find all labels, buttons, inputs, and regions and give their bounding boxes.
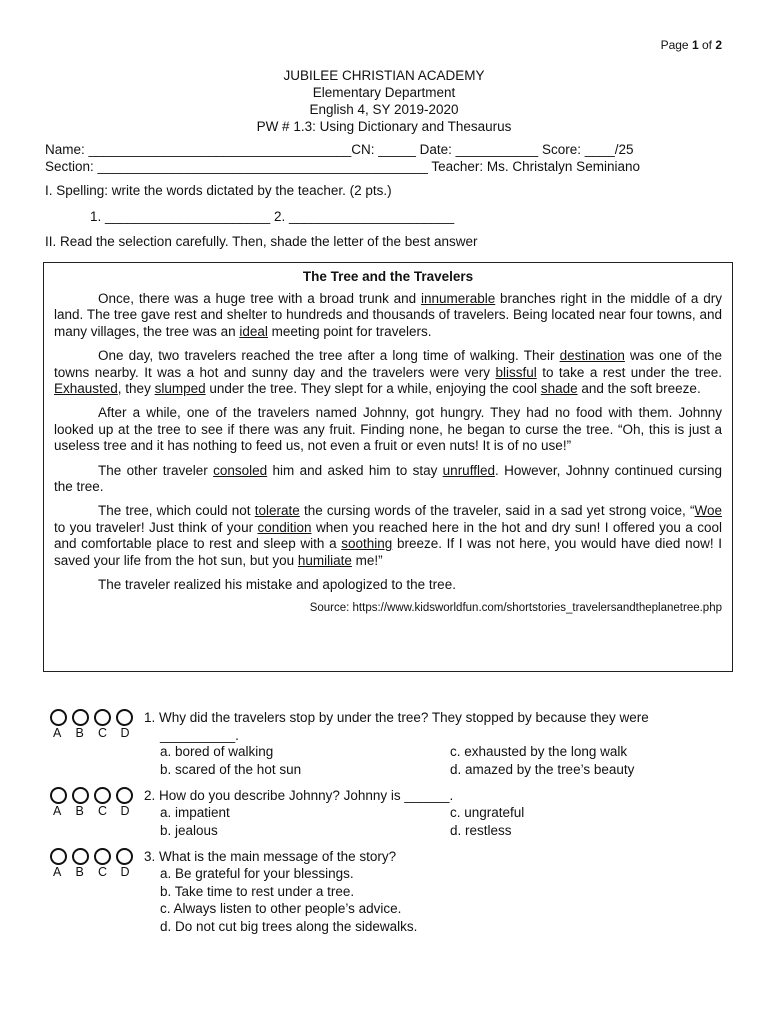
choice-c: c. Always listen to other people’s advice. bbox=[160, 901, 402, 916]
letter-a: A bbox=[53, 865, 62, 879]
choices-left bbox=[160, 804, 230, 839]
bubble-d[interactable] bbox=[116, 848, 133, 865]
choice-d: d. restless bbox=[450, 822, 512, 838]
letter-c: C bbox=[98, 804, 108, 818]
bubble-b[interactable] bbox=[72, 709, 89, 726]
department-name: Elementary Department bbox=[312, 85, 456, 100]
school-name: JUBILEE CHRISTIAN ACADEMY bbox=[283, 68, 485, 83]
choices-right bbox=[450, 804, 524, 839]
story-box bbox=[43, 262, 733, 672]
letter-b: B bbox=[75, 726, 84, 740]
story-paragraph-4: The other traveler consoled him and asked him to stay unruffled. However, Johnny continued cursing the tree. bbox=[54, 462, 722, 495]
bubble-c[interactable] bbox=[94, 709, 111, 726]
document-header bbox=[0, 67, 768, 135]
bubble-b[interactable] bbox=[72, 848, 89, 865]
choices-left bbox=[160, 743, 301, 778]
story-paragraph-1: Once, there was a huge tree with a broad trunk and innumerable branches right in the middle of a dry land. The tree gave rest and shelter to hundreds and thousands of travelers. Being located near four towns, and many villages, the tree was an ideal meeting point for travelers. bbox=[54, 291, 722, 339]
answer-bubbles bbox=[50, 787, 140, 818]
question-text: 2. How do you describe Johnny? Johnny is ______. bbox=[144, 788, 454, 803]
letter-c: C bbox=[98, 865, 108, 879]
choices-list bbox=[160, 865, 417, 935]
bubble-b[interactable] bbox=[72, 787, 89, 804]
story-paragraph-5: The tree, which could not tolerate the cursing words of the traveler, said in a sad yet strong voice, “Woe to you traveler! Just think of your condition when you reached here in the hot and dry sun! I offered you a cool and comfortable place to rest and sleep with a soothing breeze. If I was not here, you would have died now! I saved your life from the hot sun, but you humiliate me!” bbox=[54, 503, 723, 568]
letter-d: D bbox=[120, 804, 130, 818]
letter-b: B bbox=[75, 865, 84, 879]
story-paragraph-3: After a while, one of the travelers named Johnny, got hungry. They had no food with them. Johnny looked up at the tree to see if there was any fruit. Finding none, he began to curse the tree. “Oh, this is just a useless tree and it has nothing to feed us, not even a fruit or even nuts! It is of no use!” bbox=[54, 405, 722, 454]
choice-a: a. Be grateful for your blessings. bbox=[160, 866, 354, 881]
name-line: Name: ___________________________________CN: _____ Date: ___________ Score: ____/25 bbox=[45, 142, 634, 157]
choice-c: c. ungrateful bbox=[450, 805, 525, 820]
spelling-blanks: 1. ______________________ 2. ______________________ bbox=[90, 209, 455, 224]
letter-a: A bbox=[53, 804, 62, 818]
bubble-d[interactable] bbox=[116, 709, 133, 726]
worksheet-title: PW # 1.3: Using Dictionary and Thesaurus bbox=[256, 119, 512, 134]
choice-b: b. jealous bbox=[160, 822, 218, 838]
letter-d: D bbox=[120, 726, 130, 740]
choice-c: c. exhausted by the long walk bbox=[450, 744, 628, 759]
choice-b: b. scared of the hot sun bbox=[160, 761, 302, 777]
story-paragraph-6: The traveler realized his mistake and apologized to the tree. bbox=[98, 577, 456, 593]
bubble-d[interactable] bbox=[116, 787, 133, 804]
question-text: 1. Why did the travelers stop by under the tree? They stopped by because they were __________. bbox=[144, 710, 649, 743]
choice-b: b. Take time to rest under a tree. bbox=[160, 883, 355, 899]
story-source: Source: https://www.kidsworldfun.com/shortstories_travelersandtheplanetree.php bbox=[309, 601, 722, 614]
bubble-a[interactable] bbox=[50, 787, 67, 804]
answer-bubbles bbox=[50, 848, 140, 879]
choice-a: a. bored of walking bbox=[160, 744, 274, 759]
part2-instruction: II. Read the selection carefully. Then, shade the letter of the best answer bbox=[45, 234, 478, 249]
choice-a: a. impatient bbox=[160, 805, 230, 820]
story-paragraph-2: One day, two travelers reached the tree after a long time of walking. Their destination was one of the towns nearby. It was a hot and sunny day and the travelers were very blissful to take a rest under the tree. Exhausted, they slumped under the tree. They slept for a while, enjoying the cool shade and the soft breeze. bbox=[54, 348, 722, 397]
choice-d: d. amazed by the tree’s beauty bbox=[450, 761, 635, 777]
bubble-a[interactable] bbox=[50, 848, 67, 865]
part1-instruction: I. Spelling: write the words dictated by the teacher. (2 pts.) bbox=[45, 183, 392, 198]
letter-c: C bbox=[98, 726, 108, 740]
letter-d: D bbox=[120, 865, 130, 879]
page-number: Page 1 of 2 bbox=[660, 38, 722, 52]
bubble-c[interactable] bbox=[94, 848, 111, 865]
question-text: 3. What is the main message of the story? bbox=[144, 849, 397, 864]
answer-bubbles bbox=[50, 709, 140, 740]
letter-b: B bbox=[75, 804, 84, 818]
bubble-a[interactable] bbox=[50, 709, 67, 726]
section-line: Section: ____________________________________________ Teacher: Ms. Christalyn Seminiano bbox=[45, 159, 640, 174]
bubble-c[interactable] bbox=[94, 787, 111, 804]
course-name: English 4, SY 2019-2020 bbox=[309, 102, 459, 117]
choice-d: d. Do not cut big trees along the sidewalks. bbox=[160, 918, 418, 934]
letter-a: A bbox=[53, 726, 62, 740]
choices-right bbox=[450, 743, 634, 778]
story-title: The Tree and the Travelers bbox=[302, 269, 474, 284]
